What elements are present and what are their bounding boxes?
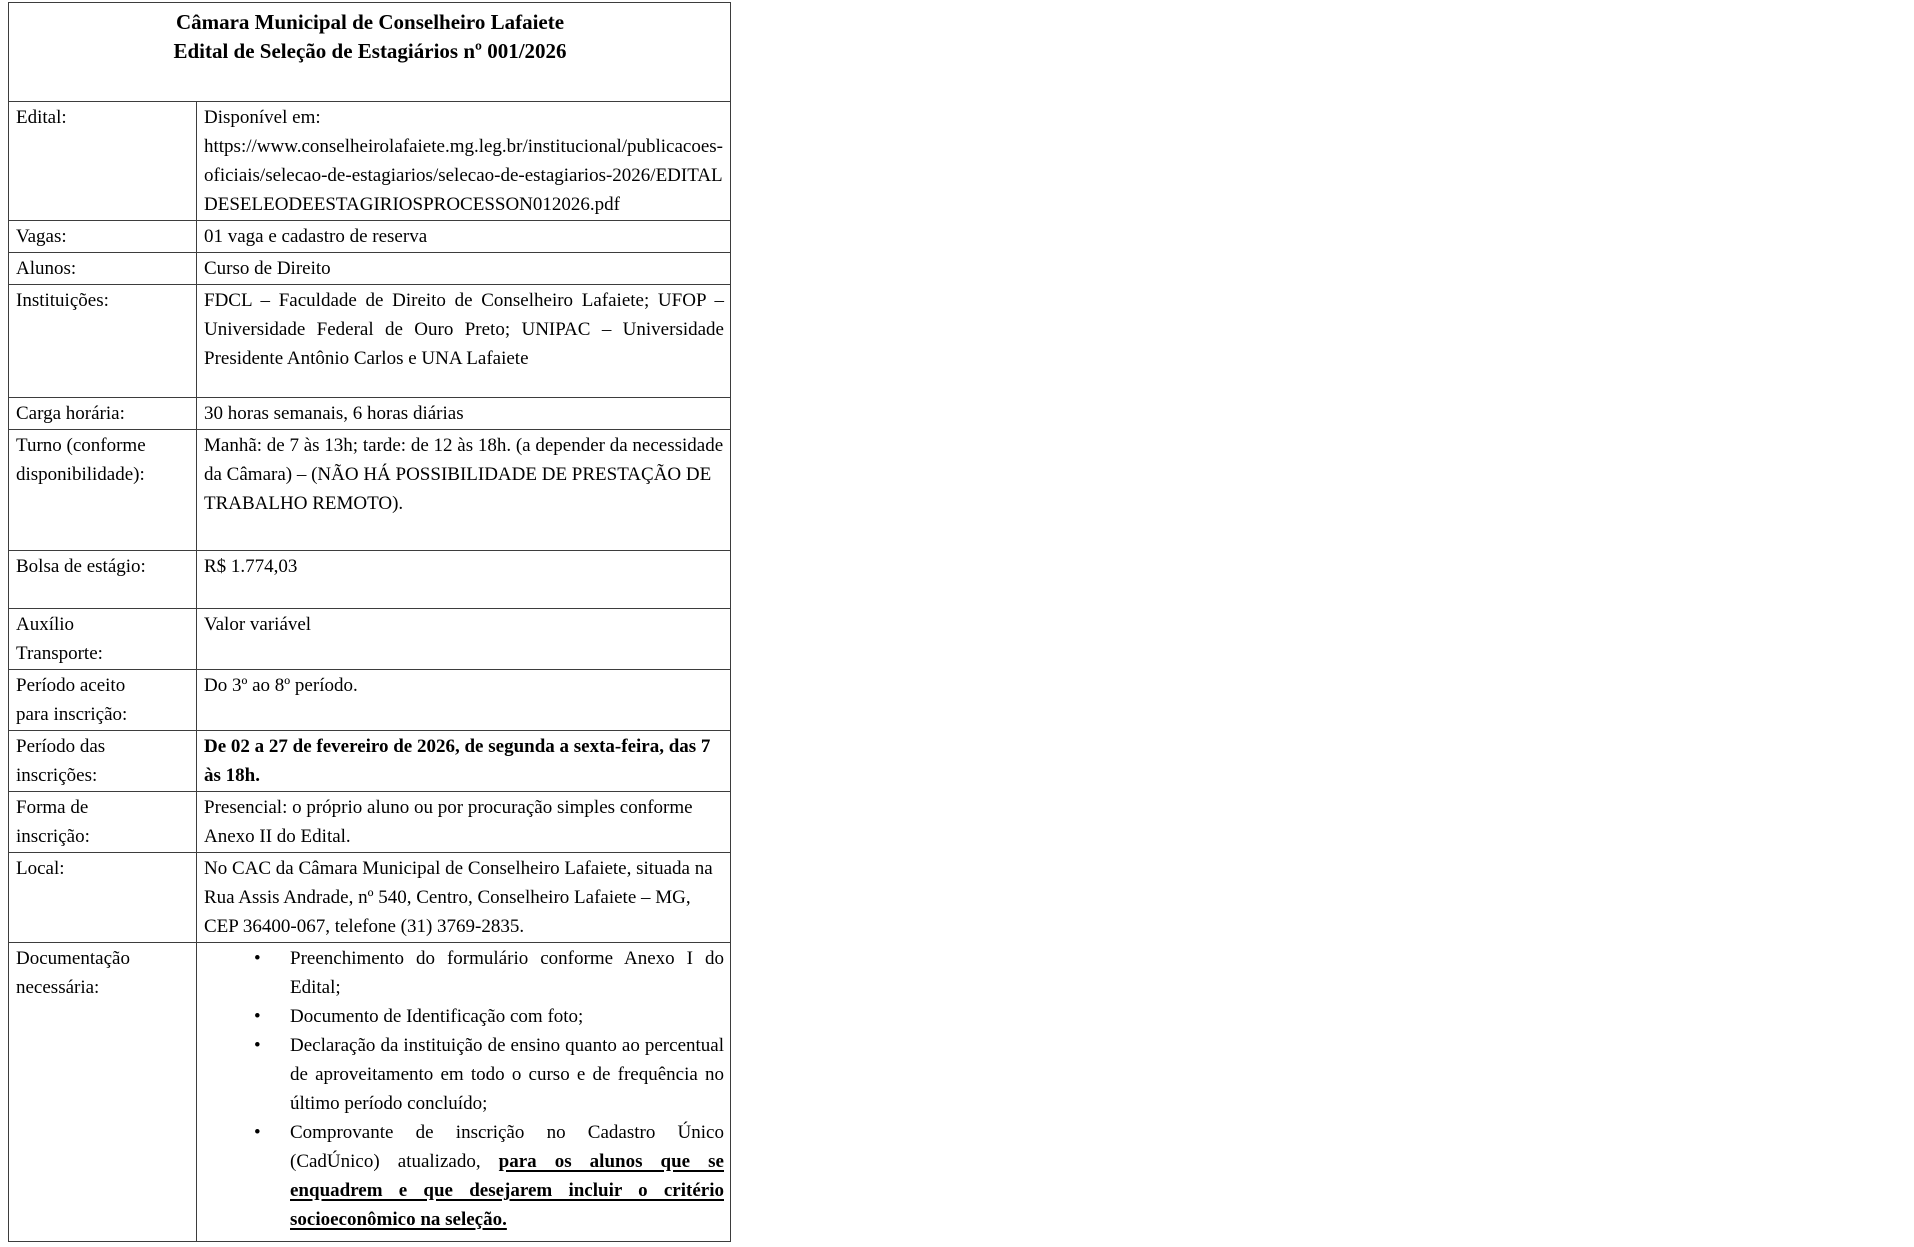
- edital-table: [8, 2, 731, 1242]
- row-value-carga-horaria: 30 horas semanais, 6 horas diárias: [197, 398, 731, 430]
- bullet-icon: •: [254, 1122, 261, 1143]
- row-value-alunos: Curso de Direito: [197, 253, 731, 285]
- document-title-line1: Câmara Municipal de Conselheiro Lafaiete: [175, 10, 565, 34]
- document-title-line2: Edital de Seleção de Estagiários nº 001/2026: [173, 39, 567, 63]
- row-forma-inscricao: [9, 792, 731, 853]
- row-turno: [9, 430, 731, 551]
- row-label-alunos: Alunos:: [9, 253, 197, 285]
- list-item-emphasis: para os alunos que se enquadrem e que desejarem incluir o critério socioeconômico na seleção.: [290, 1151, 724, 1230]
- row-value-periodo-aceito: Do 3º ao 8º período.: [197, 670, 731, 731]
- list-item-prefix: Comprovante de inscrição no Cadastro Único (CadÚnico) atualizado,: [290, 1122, 724, 1172]
- row-label-auxilio-transporte: Auxílio Transporte:: [9, 609, 197, 670]
- bullet-icon: •: [254, 1035, 261, 1056]
- row-value-instituicoes: FDCL – Faculdade de Direito de Conselheiro Lafaiete; UFOP – Universidade Federal de Ouro Preto; UNIPAC – Universidade Presidente Antônio Carlos e UNA Lafaiete: [197, 285, 731, 398]
- bullet-icon: •: [254, 948, 261, 969]
- row-value-vagas: 01 vaga e cadastro de reserva: [197, 221, 731, 253]
- row-value-forma-inscricao: Presencial: o próprio aluno ou por procuração simples conforme Anexo II do Edital.: [197, 792, 731, 853]
- list-item-text: [290, 1118, 724, 1234]
- row-value-turno: Manhã: de 7 às 13h; tarde: de 12 às 18h. (a depender da necessidade da Câmara) – (NÃO HÁ POSSIBILIDADE DE PRESTAÇÃO DE TRABALHO REMOTO).: [197, 430, 731, 551]
- row-value-edital: [197, 102, 731, 221]
- row-label-edital: Edital:: [9, 102, 197, 221]
- row-label-periodo-aceito: Período aceito para inscrição:: [9, 670, 197, 731]
- row-periodo-inscricoes: [9, 731, 731, 792]
- row-value-documentacao: [197, 943, 731, 1242]
- row-label-bolsa-estagio: Bolsa de estágio:: [9, 551, 197, 609]
- list-item-text: Documento de Identificação com foto;: [290, 1006, 584, 1027]
- row-label-periodo-inscricoes: Período das inscrições:: [9, 731, 197, 792]
- row-label-vagas: Vagas:: [9, 221, 197, 253]
- row-auxilio-transporte: [9, 609, 731, 670]
- edital-url-text: https://www.conselheirolafaiete.mg.leg.br/institucional/publicacoes-oficiais/selecao-de-estagiarios/selecao-de-estagiarios-2026/EDITALDESELEODEESTAGIRIOSPROCESSON012026.pdf: [204, 136, 724, 215]
- edital-intro-text: Disponível em:: [204, 107, 321, 128]
- list-item: [204, 1118, 724, 1234]
- list-item-text: Declaração da instituição de ensino quanto ao percentual de aproveitamento em todo o curso e de frequência no último período concluído;: [290, 1035, 724, 1114]
- list-item-text: Preenchimento do formulário conforme Anexo I do Edital;: [290, 948, 724, 998]
- row-vagas: [9, 221, 731, 253]
- bullet-icon: •: [254, 1006, 261, 1027]
- row-value-periodo-inscricoes: De 02 a 27 de fevereiro de 2026, de segunda a sexta-feira, das 7 às 18h.: [197, 731, 731, 792]
- document-title: [9, 3, 731, 102]
- row-label-documentacao: Documentação necessária:: [9, 943, 197, 1242]
- row-bolsa-estagio: [9, 551, 731, 609]
- row-label-local: Local:: [9, 853, 197, 943]
- row-value-bolsa-estagio: R$ 1.774,03: [197, 551, 731, 609]
- row-instituicoes: [9, 285, 731, 398]
- row-alunos: [9, 253, 731, 285]
- header-row: [9, 3, 731, 102]
- row-label-carga-horaria: Carga horária:: [9, 398, 197, 430]
- list-item: [204, 944, 724, 1002]
- row-local: [9, 853, 731, 943]
- row-carga-horaria: [9, 398, 731, 430]
- row-value-local: No CAC da Câmara Municipal de Conselheiro Lafaiete, situada na Rua Assis Andrade, nº 540, Centro, Conselheiro Lafaiete – MG, CEP 36400-067, telefone (31) 3769-2835.: [197, 853, 731, 943]
- row-label-turno: Turno (conforme disponibilidade):: [9, 430, 197, 551]
- row-periodo-aceito: [9, 670, 731, 731]
- list-item: [204, 1031, 724, 1118]
- list-item: [204, 1002, 724, 1031]
- row-value-auxilio-transporte: Valor variável: [197, 609, 731, 670]
- row-documentacao: [9, 943, 731, 1242]
- row-label-forma-inscricao: Forma de inscrição:: [9, 792, 197, 853]
- row-edital: [9, 102, 731, 221]
- row-label-instituicoes: Instituições:: [9, 285, 197, 398]
